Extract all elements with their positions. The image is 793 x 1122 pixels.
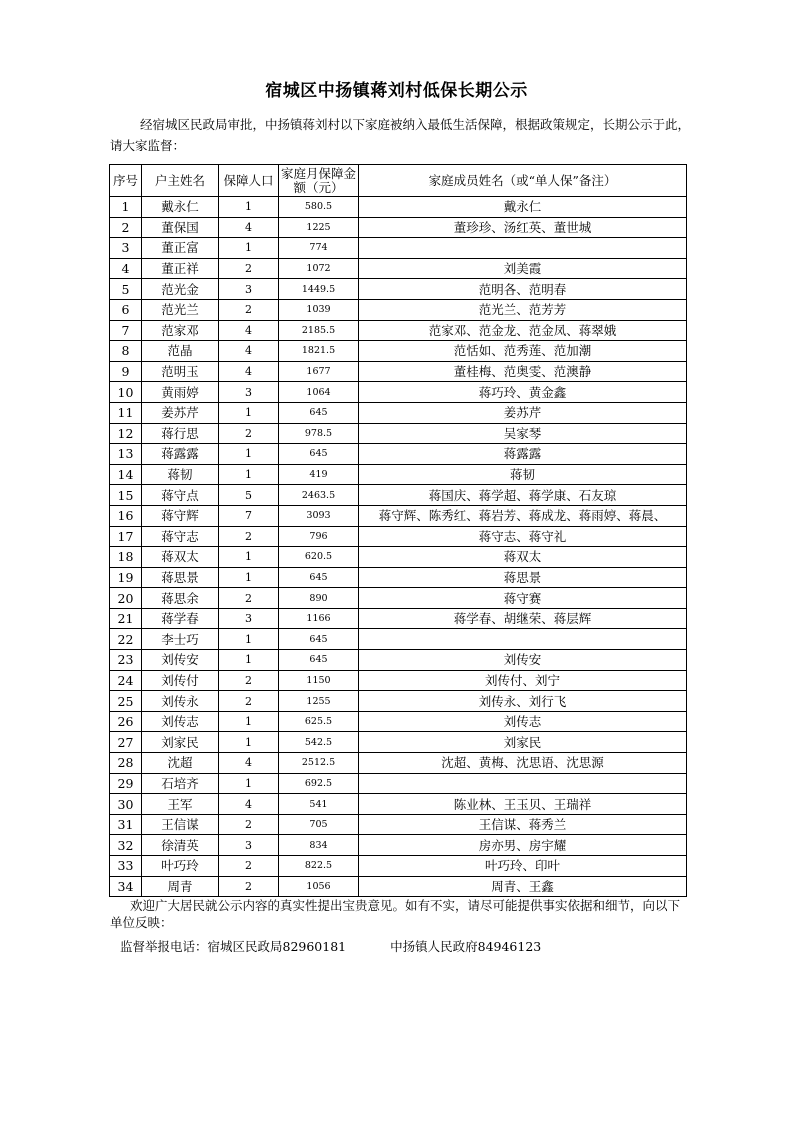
monthly-amount: 2463.5: [279, 485, 359, 506]
monthly-amount: 541: [279, 794, 359, 815]
household-head-name: 范光兰: [142, 299, 219, 320]
family-members: 沈超、黄梅、沈思语、沈思源: [359, 753, 687, 774]
family-members: 蒋国庆、蒋学超、蒋学康、石友琼: [359, 485, 687, 506]
family-members: 范明各、范明春: [359, 279, 687, 300]
monthly-amount: 1150: [279, 670, 359, 691]
covered-persons: 7: [219, 505, 279, 526]
family-members: [359, 238, 687, 259]
family-members: [359, 629, 687, 650]
table-row: [110, 691, 687, 712]
covered-persons: 3: [219, 279, 279, 300]
table-row: [110, 650, 687, 671]
monthly-amount: 3093: [279, 505, 359, 526]
family-members: 蒋巧玲、黄金鑫: [359, 382, 687, 403]
family-members: 蒋守志、蒋守礼: [359, 526, 687, 547]
header-household-head: 户主姓名: [142, 165, 219, 197]
covered-persons: 1: [219, 197, 279, 218]
covered-persons: 1: [219, 629, 279, 650]
family-members: 戴永仁: [359, 197, 687, 218]
table-row: [110, 732, 687, 753]
household-head-name: 蒋思景: [142, 567, 219, 588]
contact-civil-affairs: 监督举报电话：宿城区民政局82960181: [120, 939, 347, 954]
table-row: [110, 382, 687, 403]
row-index: 6: [110, 299, 142, 320]
table-row: [110, 608, 687, 629]
family-members: 范家邓、范金龙、范金凤、蒋翠娥: [359, 320, 687, 341]
table-row: [110, 238, 687, 259]
header-family-members: 家庭成员姓名（或“单人保”备注）: [359, 165, 687, 197]
monthly-amount: 1064: [279, 382, 359, 403]
household-head-name: 董正富: [142, 238, 219, 259]
monthly-amount: 645: [279, 629, 359, 650]
covered-persons: 3: [219, 835, 279, 856]
header-covered-persons: 保障人口: [219, 165, 279, 197]
table-row: [110, 794, 687, 815]
row-index: 14: [110, 464, 142, 485]
row-index: 4: [110, 258, 142, 279]
household-head-name: 黄雨婷: [142, 382, 219, 403]
table-row: [110, 753, 687, 774]
household-head-name: 刘传安: [142, 650, 219, 671]
row-index: 8: [110, 341, 142, 362]
contact-line: [120, 937, 581, 955]
household-head-name: 戴永仁: [142, 197, 219, 218]
monthly-amount: 1255: [279, 691, 359, 712]
covered-persons: 3: [219, 608, 279, 629]
table-row: [110, 464, 687, 485]
covered-persons: 4: [219, 361, 279, 382]
table-row: [110, 876, 687, 897]
family-members: 蒋思景: [359, 567, 687, 588]
table-row: [110, 485, 687, 506]
family-members: [359, 773, 687, 794]
family-members: 刘美霞: [359, 258, 687, 279]
household-head-name: 王军: [142, 794, 219, 815]
family-members: 吴家琴: [359, 423, 687, 444]
household-head-name: 董正祥: [142, 258, 219, 279]
welfare-table: [109, 164, 687, 897]
monthly-amount: 890: [279, 588, 359, 609]
household-head-name: 王信谋: [142, 814, 219, 835]
covered-persons: 5: [219, 485, 279, 506]
row-index: 20: [110, 588, 142, 609]
household-head-name: 范明玉: [142, 361, 219, 382]
row-index: 24: [110, 670, 142, 691]
row-index: 3: [110, 238, 142, 259]
monthly-amount: 774: [279, 238, 359, 259]
family-members: 王信谋、蒋秀兰: [359, 814, 687, 835]
row-index: 16: [110, 505, 142, 526]
monthly-amount: 1056: [279, 876, 359, 897]
table-row: [110, 547, 687, 568]
household-head-name: 蒋双太: [142, 547, 219, 568]
row-index: 25: [110, 691, 142, 712]
row-index: 33: [110, 856, 142, 877]
covered-persons: 1: [219, 238, 279, 259]
monthly-amount: 580.5: [279, 197, 359, 218]
row-index: 26: [110, 711, 142, 732]
monthly-amount: 1166: [279, 608, 359, 629]
row-index: 34: [110, 876, 142, 897]
monthly-amount: 978.5: [279, 423, 359, 444]
table-row: [110, 197, 687, 218]
covered-persons: 2: [219, 856, 279, 877]
covered-persons: 4: [219, 794, 279, 815]
monthly-amount: 1449.5: [279, 279, 359, 300]
intro-paragraph: 经宿城区民政局审批，中扬镇蒋刘村以下家庭被纳入最低生活保障，根据政策规定，长期公示于此，请大家监督：: [110, 117, 691, 153]
covered-persons: 1: [219, 773, 279, 794]
household-head-name: 姜苏芹: [142, 402, 219, 423]
table-row: [110, 444, 687, 465]
covered-persons: 4: [219, 341, 279, 362]
row-index: 30: [110, 794, 142, 815]
household-head-name: 徐清英: [142, 835, 219, 856]
table-row: [110, 279, 687, 300]
covered-persons: 4: [219, 320, 279, 341]
table-row: [110, 361, 687, 382]
covered-persons: 1: [219, 732, 279, 753]
row-index: 27: [110, 732, 142, 753]
covered-persons: 2: [219, 258, 279, 279]
covered-persons: 2: [219, 526, 279, 547]
table-row: [110, 835, 687, 856]
monthly-amount: 645: [279, 650, 359, 671]
covered-persons: 4: [219, 217, 279, 238]
monthly-amount: 834: [279, 835, 359, 856]
row-index: 31: [110, 814, 142, 835]
monthly-amount: 542.5: [279, 732, 359, 753]
row-index: 9: [110, 361, 142, 382]
covered-persons: 2: [219, 876, 279, 897]
household-head-name: 李士巧: [142, 629, 219, 650]
household-head-name: 刘传付: [142, 670, 219, 691]
covered-persons: 4: [219, 753, 279, 774]
household-head-name: 蒋守点: [142, 485, 219, 506]
row-index: 29: [110, 773, 142, 794]
monthly-amount: 822.5: [279, 856, 359, 877]
row-index: 21: [110, 608, 142, 629]
household-head-name: 蒋思余: [142, 588, 219, 609]
covered-persons: 3: [219, 382, 279, 403]
household-head-name: 范家邓: [142, 320, 219, 341]
family-members: 蒋守赛: [359, 588, 687, 609]
monthly-amount: 1039: [279, 299, 359, 320]
monthly-amount: 645: [279, 444, 359, 465]
monthly-amount: 419: [279, 464, 359, 485]
row-index: 19: [110, 567, 142, 588]
monthly-amount: 1072: [279, 258, 359, 279]
family-members: 刘家民: [359, 732, 687, 753]
row-index: 7: [110, 320, 142, 341]
household-head-name: 范光金: [142, 279, 219, 300]
household-head-name: 蒋学春: [142, 608, 219, 629]
household-head-name: 沈超: [142, 753, 219, 774]
household-head-name: 周青: [142, 876, 219, 897]
table-row: [110, 526, 687, 547]
table-row: [110, 258, 687, 279]
table-row: [110, 773, 687, 794]
household-head-name: 叶巧玲: [142, 856, 219, 877]
row-index: 18: [110, 547, 142, 568]
covered-persons: 1: [219, 650, 279, 671]
household-head-name: 刘家民: [142, 732, 219, 753]
household-head-name: 董保国: [142, 217, 219, 238]
family-members: 陈业林、王玉贝、王瑞祥: [359, 794, 687, 815]
monthly-amount: 620.5: [279, 547, 359, 568]
table-row: [110, 299, 687, 320]
monthly-amount: 2512.5: [279, 753, 359, 774]
table-header-row: [110, 165, 687, 197]
covered-persons: 1: [219, 567, 279, 588]
row-index: 28: [110, 753, 142, 774]
family-members: 董桂梅、范奥雯、范澳静: [359, 361, 687, 382]
covered-persons: 2: [219, 691, 279, 712]
table-row: [110, 567, 687, 588]
monthly-amount: 645: [279, 567, 359, 588]
family-members: 蒋双太: [359, 547, 687, 568]
row-index: 23: [110, 650, 142, 671]
family-members: 董珍珍、汤红英、董世城: [359, 217, 687, 238]
household-head-name: 蒋韧: [142, 464, 219, 485]
feedback-paragraph: 欢迎广大居民就公示内容的真实性提出宝贵意见。如有不实，请尽可能提供事实依据和细节，向以下单位反映：: [110, 898, 681, 930]
covered-persons: 2: [219, 588, 279, 609]
monthly-amount: 625.5: [279, 711, 359, 732]
family-members: 叶巧玲、印叶: [359, 856, 687, 877]
row-index: 13: [110, 444, 142, 465]
family-members: 刘传永、刘行飞: [359, 691, 687, 712]
monthly-amount: 2185.5: [279, 320, 359, 341]
monthly-amount: 645: [279, 402, 359, 423]
row-index: 32: [110, 835, 142, 856]
row-index: 1: [110, 197, 142, 218]
household-head-name: 蒋守志: [142, 526, 219, 547]
household-head-name: 石培齐: [142, 773, 219, 794]
family-members: 蒋韧: [359, 464, 687, 485]
row-index: 11: [110, 402, 142, 423]
family-members: 蒋学春、胡继荣、蒋层辉: [359, 608, 687, 629]
covered-persons: 1: [219, 402, 279, 423]
header-index: 序号: [110, 165, 142, 197]
row-index: 10: [110, 382, 142, 403]
family-members: 蒋守辉、陈秀红、蒋岩芳、蒋成龙、蒋雨婷、蒋晨、: [359, 505, 687, 526]
family-members: 刘传安: [359, 650, 687, 671]
table-row: [110, 711, 687, 732]
table-row: [110, 423, 687, 444]
covered-persons: 2: [219, 299, 279, 320]
row-index: 5: [110, 279, 142, 300]
table-row: [110, 670, 687, 691]
covered-persons: 1: [219, 547, 279, 568]
monthly-amount: 692.5: [279, 773, 359, 794]
household-head-name: 刘传志: [142, 711, 219, 732]
contact-town-government: 中扬镇人民政府84946123: [390, 939, 542, 954]
monthly-amount: 1225: [279, 217, 359, 238]
table-row: [110, 402, 687, 423]
covered-persons: 1: [219, 711, 279, 732]
monthly-amount: 705: [279, 814, 359, 835]
row-index: 22: [110, 629, 142, 650]
table-row: [110, 217, 687, 238]
monthly-amount: 796: [279, 526, 359, 547]
family-members: 范恬如、范秀莲、范加潮: [359, 341, 687, 362]
row-index: 12: [110, 423, 142, 444]
family-members: 周青、王鑫: [359, 876, 687, 897]
table-row: [110, 856, 687, 877]
table-row: [110, 320, 687, 341]
covered-persons: 2: [219, 670, 279, 691]
family-members: 范光兰、范芳芳: [359, 299, 687, 320]
covered-persons: 1: [219, 464, 279, 485]
page-title: 宿城区中扬镇蒋刘村低保长期公示: [265, 81, 528, 101]
household-head-name: 刘传永: [142, 691, 219, 712]
row-index: 17: [110, 526, 142, 547]
covered-persons: 2: [219, 423, 279, 444]
family-members: 刘传付、刘宁: [359, 670, 687, 691]
household-head-name: 范晶: [142, 341, 219, 362]
table-row: [110, 588, 687, 609]
family-members: 刘传志: [359, 711, 687, 732]
table-row: [110, 814, 687, 835]
table-row: [110, 341, 687, 362]
table-body: [110, 197, 687, 897]
monthly-amount: 1821.5: [279, 341, 359, 362]
family-members: 蒋露露: [359, 444, 687, 465]
row-index: 15: [110, 485, 142, 506]
household-head-name: 蒋行思: [142, 423, 219, 444]
row-index: 2: [110, 217, 142, 238]
header-monthly-amount: 家庭月保障金额（元）: [279, 165, 359, 197]
covered-persons: 1: [219, 444, 279, 465]
table-row: [110, 505, 687, 526]
household-head-name: 蒋露露: [142, 444, 219, 465]
covered-persons: 2: [219, 814, 279, 835]
family-members: 房亦男、房宇耀: [359, 835, 687, 856]
monthly-amount: 1677: [279, 361, 359, 382]
table-row: [110, 629, 687, 650]
household-head-name: 蒋守辉: [142, 505, 219, 526]
family-members: 姜苏芹: [359, 402, 687, 423]
